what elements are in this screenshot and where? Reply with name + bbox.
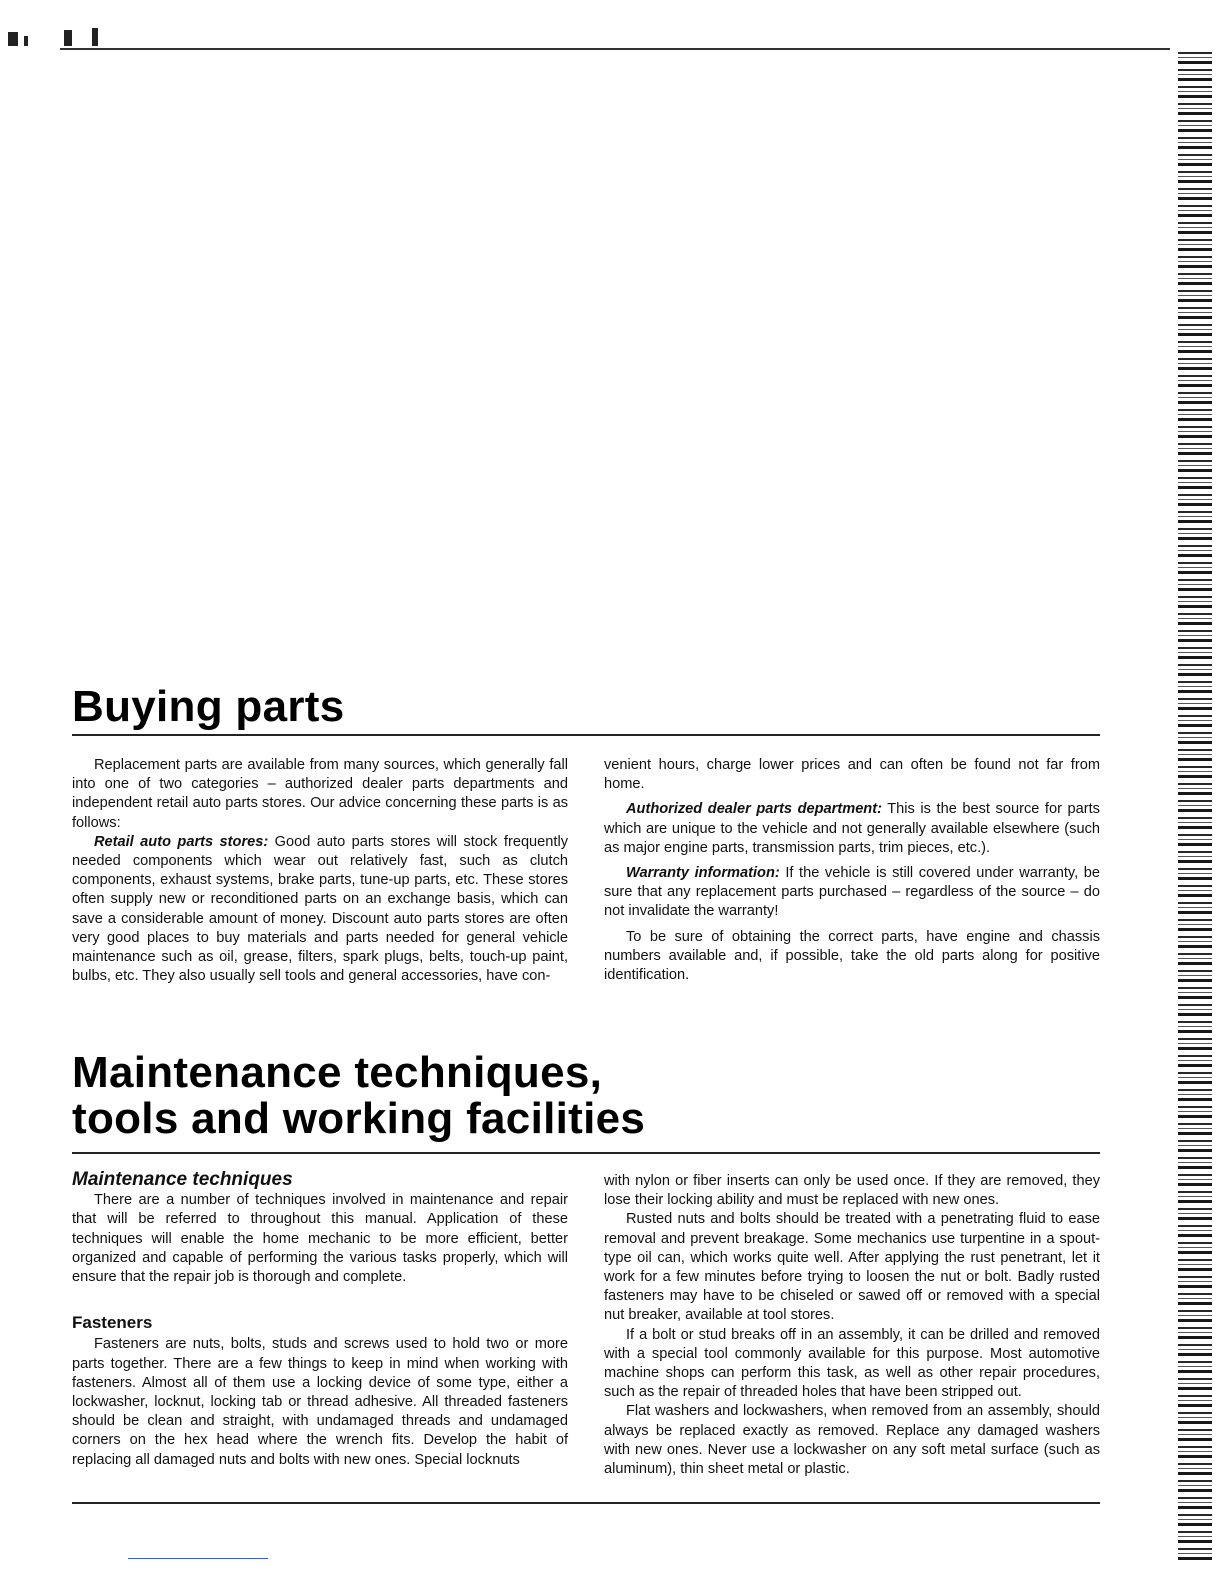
scan-artifact-top <box>0 0 1224 70</box>
paragraph-body: Good auto parts stores will stock frequently needed components which wear out relatively fast, such as clutch components, exhaust systems, brake parts, tune-up parts, etc. These stores often supply new or reconditioned parts on an exchange basis, which can save a considerable amount of money. Discount auto parts stores are often very good places to buy materials and parts needed for general vehicle maintenance such as oil, grease, filters, spark plugs, belts, touch-up paint, bulbs, etc. They also usually sell tools and general accessories, have con- <box>72 833 568 985</box>
paragraph <box>604 800 1100 858</box>
maintenance-right-column <box>604 1172 1100 1479</box>
paragraph: with nylon or fiber inserts can only be used once. If they are removed, they lose their locking ability and must be replaced with new ones. <box>604 1173 1100 1209</box>
paragraph: Flat washers and lockwashers, when removed from an assembly, should always be replaced exactly as removed. Replace any damaged washers with new ones. Never use a lockwasher on any soft metal surface (such as aluminum), thin sheet metal or plastic. <box>604 1403 1100 1478</box>
paragraph: Rusted nuts and bolts should be treated with a penetrating fluid to ease removal and prevent breakage. Some mechanics use turpentine in a spout-type oil can, which works quite well. After applying the rust penetrant, let it work for a few minutes before trying to loosen the nut or bolt. Badly rusted fasteners may have to be chiseled or sawed off or removed with a special nut breaker, available at tool stores. <box>604 1211 1100 1324</box>
subheading: Fasteners <box>72 1313 153 1333</box>
section-divider <box>72 1152 1100 1154</box>
section-divider <box>72 734 1100 736</box>
buying-left-column <box>72 756 568 986</box>
paragraph: To be sure of obtaining the correct parts, have engine and chassis numbers available and, if possible, take the old parts along for positive identification. <box>604 928 1100 984</box>
paragraph: venient hours, charge lower prices and can often be found not far from home. <box>604 757 1100 793</box>
maintenance-left-column <box>72 1170 568 1470</box>
section-title-maintenance <box>72 1050 645 1142</box>
paragraph-lead: Warranty information: <box>626 865 780 882</box>
bottom-divider <box>72 1502 1100 1504</box>
subheading: Maintenance techniques <box>72 1169 293 1190</box>
paragraph-body: If the vehicle is still covered under warranty, be sure that any replacement parts purchased – regardless of the source – do not invalidate the warranty! <box>604 865 1100 920</box>
footer-underline <box>128 1558 268 1559</box>
paragraph: Replacement parts are available from many sources, which generally fall into one of two categories – authorized dealer parts departments and independent retail auto parts stores. Our advice concerning these parts is as follows: <box>72 757 568 831</box>
title-line: Maintenance techniques, <box>72 1048 603 1097</box>
paragraph <box>604 864 1100 922</box>
scan-edge-strip <box>1178 52 1212 1562</box>
paragraph: Fasteners are nuts, bolts, studs and screws used to hold two or more parts together. There are a few things to keep in mind when working with fasteners. Almost all of them use a locking device of some type, either a lockwasher, locknut, locking tab or thread adhesive. All threaded fasteners should be clean and straight, with undamaged threads and undamaged corners on the hex head where the wrench fits. Develop the habit of replacing all damaged nuts and bolts with new ones. Special locknuts <box>72 1336 568 1468</box>
title-line: tools and working facilities <box>72 1094 646 1143</box>
paragraph-lead: Authorized dealer parts department: <box>626 801 882 818</box>
paragraph-lead: Retail auto parts stores: <box>94 833 269 850</box>
paragraph <box>72 833 568 987</box>
paragraph: If a bolt or stud breaks off in an assembly, it can be drilled and removed with a special tool commonly available for this purpose. Most automotive machine shops can perform this task, as well as other repair procedures, such as the repair of threaded holes that have been stripped out. <box>604 1326 1100 1401</box>
section-title-buying-parts: Buying parts <box>72 682 345 731</box>
paragraph: There are a number of techniques involved in maintenance and repair that will be referred to throughout this manual. Application of these techniques will enable the home mechanic to be more efficient, better organized and capable of performing the various tasks properly, which will ensure that the repair job is thorough and complete. <box>72 1192 568 1286</box>
buying-right-column <box>604 756 1100 985</box>
paragraph-body: This is the best source for parts which are unique to the vehicle and not generally available elsewhere (such as major engine parts, transmission parts, trim pieces, etc.). <box>604 801 1100 856</box>
top-rule <box>60 48 1170 50</box>
